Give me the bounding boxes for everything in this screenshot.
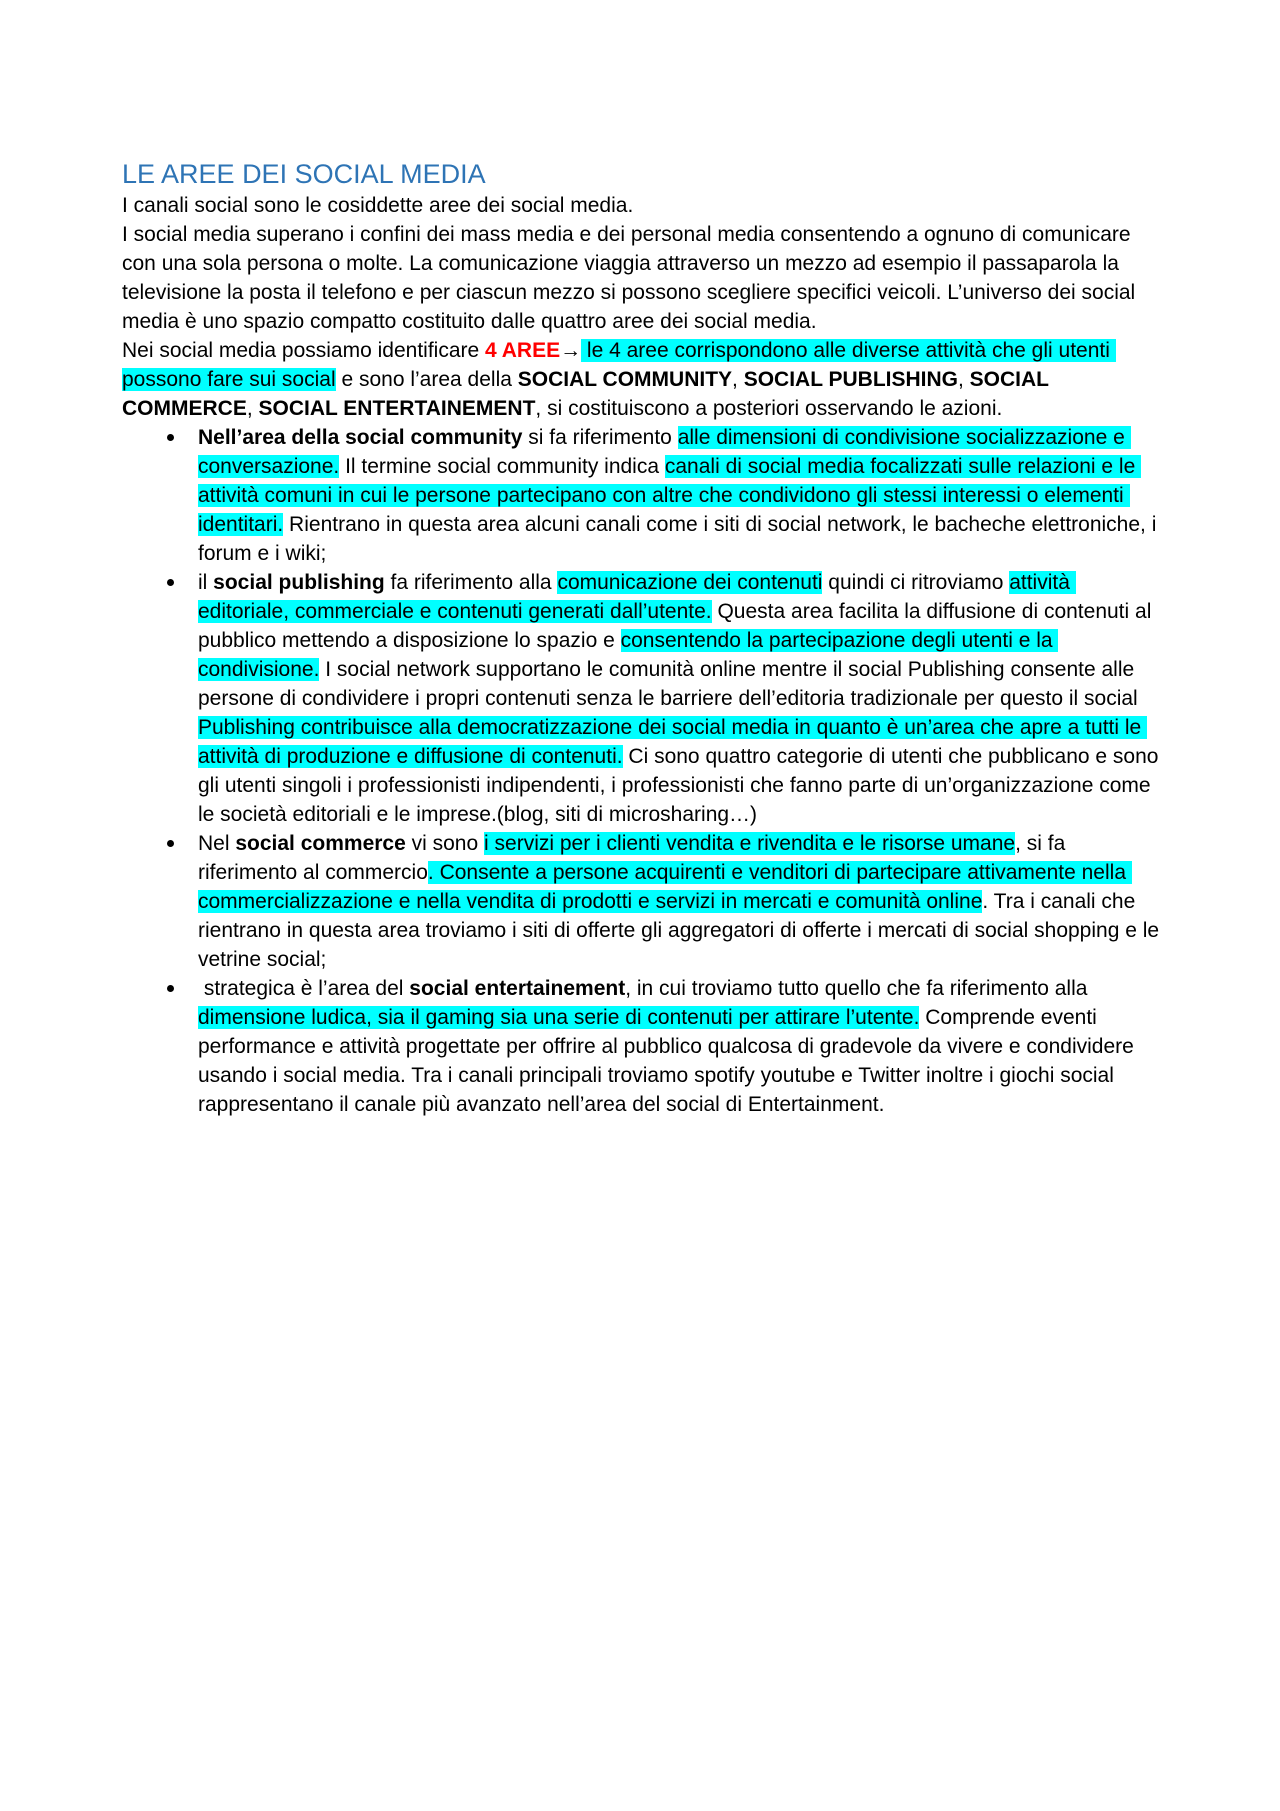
bold-text: SOCIAL ENTERTAINEMENT — [258, 397, 536, 420]
body-text: Nei social media possiamo identificare — [122, 339, 485, 362]
highlighted-text: Publishing contribuisce alla democratizzazione dei social media in quanto è un’area che apre a tutti le attività di produzione e diffusione di contenuti. — [198, 716, 1148, 768]
highlighted-text: dimensione ludica, sia il gaming sia una serie di contenuti per attirare l’utente. — [198, 1006, 920, 1029]
body-text: vi sono — [405, 832, 485, 855]
bold-text: social publishing — [213, 571, 385, 594]
list-item-social-commerce — [122, 829, 1165, 974]
body-text: il — [198, 571, 214, 594]
bold-text: social commerce — [235, 832, 406, 855]
bold-text: SOCIAL COMMUNITY — [517, 368, 733, 391]
body-text: Rientrano in questa area alcuni canali come i siti di social network, le bacheche elettroniche, i forum e i wiki; — [198, 513, 1163, 565]
intro-paragraph — [122, 191, 1162, 220]
intro-paragraph — [122, 220, 1162, 336]
body-text: strategica è l’area del — [198, 977, 410, 1000]
body-text: , — [732, 368, 744, 391]
bold-text: SOCIAL COMMERCE — [122, 368, 1055, 420]
list-item-text — [198, 829, 1165, 974]
areas-count-label: 4 AREE — [485, 339, 561, 362]
arrow-symbol: → — [560, 339, 582, 362]
highlighted-text: alle dimensioni di condivisione socializzazione e conversazione. — [198, 426, 1131, 478]
highlighted-text: consentendo la partecipazione degli utenti e la condivisione. — [198, 629, 1059, 681]
body-text: si fa riferimento — [522, 426, 678, 449]
body-text: quindi ci ritroviamo — [822, 571, 1010, 594]
body-text: I social media superano i confini dei mass media e dei personal media consentendo a ognuno di comunicare con una sola persona o molte. La comunicazione viaggia attraverso un mezzo ad esempio il passaparola la televisione la posta il telefono e per ciascun mezzo si possono scegliere specifici veicoli. L’universo dei social media è uno spazio compatto costituito dalle quattro aree dei social media. — [122, 223, 1142, 333]
body-text: I social network supportano le comunità online mentre il social Publishing consente alle persone di condividere i propri contenuti senza le barriere dell’editoria tradizionale per questo il social — [198, 658, 1144, 710]
body-text: . Tra i canali che rientrano in questa area troviamo i siti di offerte gli aggregatori di offerte i mercati di social shopping e le vetrine social; — [198, 890, 1165, 971]
list-item-social-community — [122, 423, 1162, 568]
page-title: LE AREE DEI SOCIAL MEDIA — [122, 159, 486, 189]
body-text: Ci sono quattro categorie di utenti che pubblicano e sono gli utenti singoli i professionisti indipendenti, i professionisti che fanno parte di un’organizzazione come le società editoriali e le imprese.(blog, siti di microsharing…) — [198, 745, 1165, 826]
bold-text: social entertainement — [409, 977, 626, 1000]
body-text: Nel — [198, 832, 236, 855]
list-item-social-publishing — [122, 568, 1165, 829]
body-text: , in cui troviamo tutto quello che fa riferimento alla — [625, 977, 1094, 1000]
body-text: fa riferimento alla — [384, 571, 558, 594]
body-text: , — [958, 368, 970, 391]
bold-text: Nell’area della social community — [198, 426, 523, 449]
highlighted-text: i servizi per i clienti vendita e rivendita e le risorse umane — [484, 832, 1016, 855]
areas-list — [122, 423, 1165, 1119]
bullet-icon — [167, 434, 174, 441]
highlighted-text: le 4 aree corrispondono alle diverse attività che gli utenti possono fare sui social — [122, 339, 1116, 391]
body-text: , si costituiscono a posteriori osservando le azioni. — [535, 397, 1003, 420]
body-text: Questa area facilita la diffusione di contenuti al pubblico mettendo a disposizione lo spazio e — [198, 600, 1158, 652]
areas-paragraph — [122, 336, 1162, 423]
bullet-icon — [167, 579, 174, 586]
list-item-text — [198, 568, 1165, 829]
list-item-text — [198, 423, 1162, 568]
body-text: e sono l’area della — [335, 368, 518, 391]
bold-text: SOCIAL PUBLISHING — [743, 368, 958, 391]
highlighted-text: attività editoriale, commerciale e contenuti generati dall’utente. — [198, 571, 1076, 623]
bullet-icon — [167, 985, 174, 992]
body-text: I canali social sono le cosiddette aree dei social media. — [122, 194, 634, 217]
body-text: Il termine social community indica — [339, 455, 665, 478]
highlighted-text: canali di social media focalizzati sulle relazioni e le attività comuni in cui le persone partecipano con altre che condividono gli stessi interessi o elementi identitari. — [198, 455, 1142, 536]
list-item-social-entertainement — [122, 974, 1162, 1119]
bullet-icon — [167, 840, 174, 847]
body-text: Comprende eventi performance e attività progettate per offrire al pubblico qualcosa di gradevole da vivere e condividere usando i social media. Tra i canali principali troviamo spotify youtube e Twitter inoltre i giochi social rappresentano il canale più avanzato nell’area del social di Entertainment. — [198, 1006, 1140, 1116]
body-text: , si fa riferimento al commercio — [198, 832, 1072, 884]
highlighted-text: comunicazione dei contenuti — [557, 571, 823, 594]
list-item-text — [198, 974, 1162, 1119]
highlighted-text: . Consente a persone acquirenti e venditori di partecipare attivamente nella commercializzazione e nella vendita di prodotti e servizi in mercati e comunità online — [198, 861, 1132, 913]
body-text: , — [246, 397, 259, 420]
